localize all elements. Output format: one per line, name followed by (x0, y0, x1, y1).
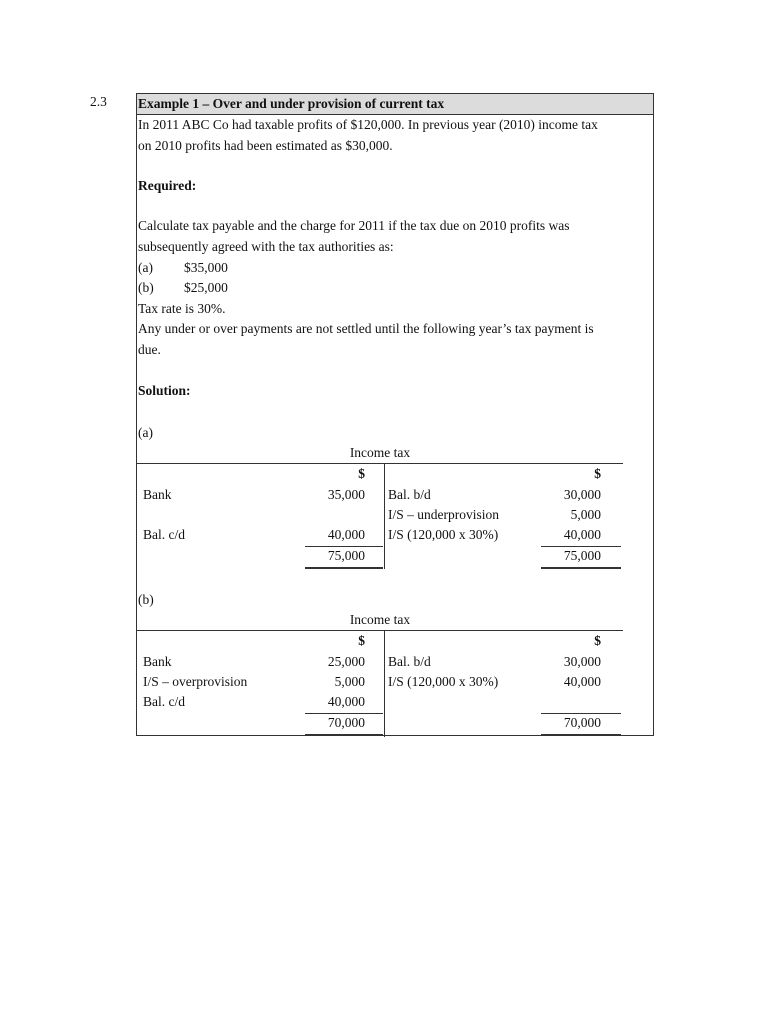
option-value: $35,000 (184, 260, 228, 275)
example-title: Example 1 – Over and under provision of current tax (137, 94, 653, 115)
total-left: 70,000 (327, 715, 365, 730)
currency-header-left: $ (358, 633, 365, 648)
total-rule-left (305, 734, 383, 736)
credit-amount: 30,000 (563, 487, 601, 502)
debit-amount: 40,000 (327, 694, 365, 709)
credit-amount: 5,000 (570, 507, 601, 522)
tax-rate: Tax rate is 30%. (138, 301, 226, 316)
currency-header-left: $ (358, 466, 365, 481)
debit-label: Bank (143, 654, 172, 669)
credit-label: I/S – underprovision (388, 507, 499, 522)
note-line-1: Any under or over payments are not settled until the following year’s tax payment is (138, 321, 594, 336)
credit-amount: 40,000 (563, 527, 601, 542)
option-label: (b) (138, 280, 154, 295)
total-right: 75,000 (563, 548, 601, 563)
total-rule-right (541, 734, 621, 736)
debit-amount: 40,000 (327, 527, 365, 542)
option-value: $25,000 (184, 280, 228, 295)
currency-header-right: $ (594, 633, 601, 648)
part-b-label: (b) (138, 592, 154, 607)
debit-label: I/S – overprovision (143, 674, 248, 689)
debit-label: Bank (143, 487, 172, 502)
debit-amount: 25,000 (327, 654, 365, 669)
example-box (136, 93, 654, 736)
option-a (138, 258, 228, 278)
credit-label: I/S (120,000 x 30%) (388, 674, 499, 689)
solution-heading: Solution: (138, 383, 191, 398)
currency-header-right: $ (594, 466, 601, 481)
credit-label: Bal. b/d (388, 654, 431, 669)
total-rule-left (305, 567, 383, 569)
credit-label: Bal. b/d (388, 487, 431, 502)
total-right: 70,000 (563, 715, 601, 730)
account-divider (384, 631, 385, 737)
section-number: 2.3 (90, 94, 107, 109)
t-account-b (137, 610, 623, 730)
debit-label: Bal. c/d (143, 527, 185, 542)
intro-line-2: on 2010 profits had been estimated as $30,000. (138, 137, 393, 153)
question-line-1: Calculate tax payable and the charge for 2011 if the tax due on 2010 profits was (138, 218, 570, 233)
total-rule-right (541, 567, 621, 569)
account-title: Income tax (349, 612, 411, 627)
note-paragraph (138, 319, 653, 360)
note-line-2: due. (138, 341, 161, 357)
debit-amount: 35,000 (327, 487, 365, 502)
intro-line-1: In 2011 ABC Co had taxable profits of $120,000. In previous year (2010) income tax (138, 117, 598, 132)
credit-label: I/S (120,000 x 30%) (388, 527, 499, 542)
option-label: (a) (138, 260, 153, 275)
t-account-a (137, 443, 623, 563)
debit-label: Bal. c/d (143, 694, 185, 709)
credit-amount: 30,000 (563, 654, 601, 669)
credit-amount: 40,000 (563, 674, 601, 689)
intro-paragraph (138, 115, 653, 156)
option-b (138, 278, 228, 298)
question-line-2: subsequently agreed with the tax authorities as: (138, 238, 394, 254)
question-paragraph (138, 216, 653, 257)
account-title: Income tax (349, 445, 411, 460)
debit-amount: 5,000 (334, 674, 365, 689)
required-heading: Required: (138, 178, 197, 193)
total-left: 75,000 (327, 548, 365, 563)
account-divider (384, 464, 385, 569)
part-a-label: (a) (138, 425, 153, 440)
